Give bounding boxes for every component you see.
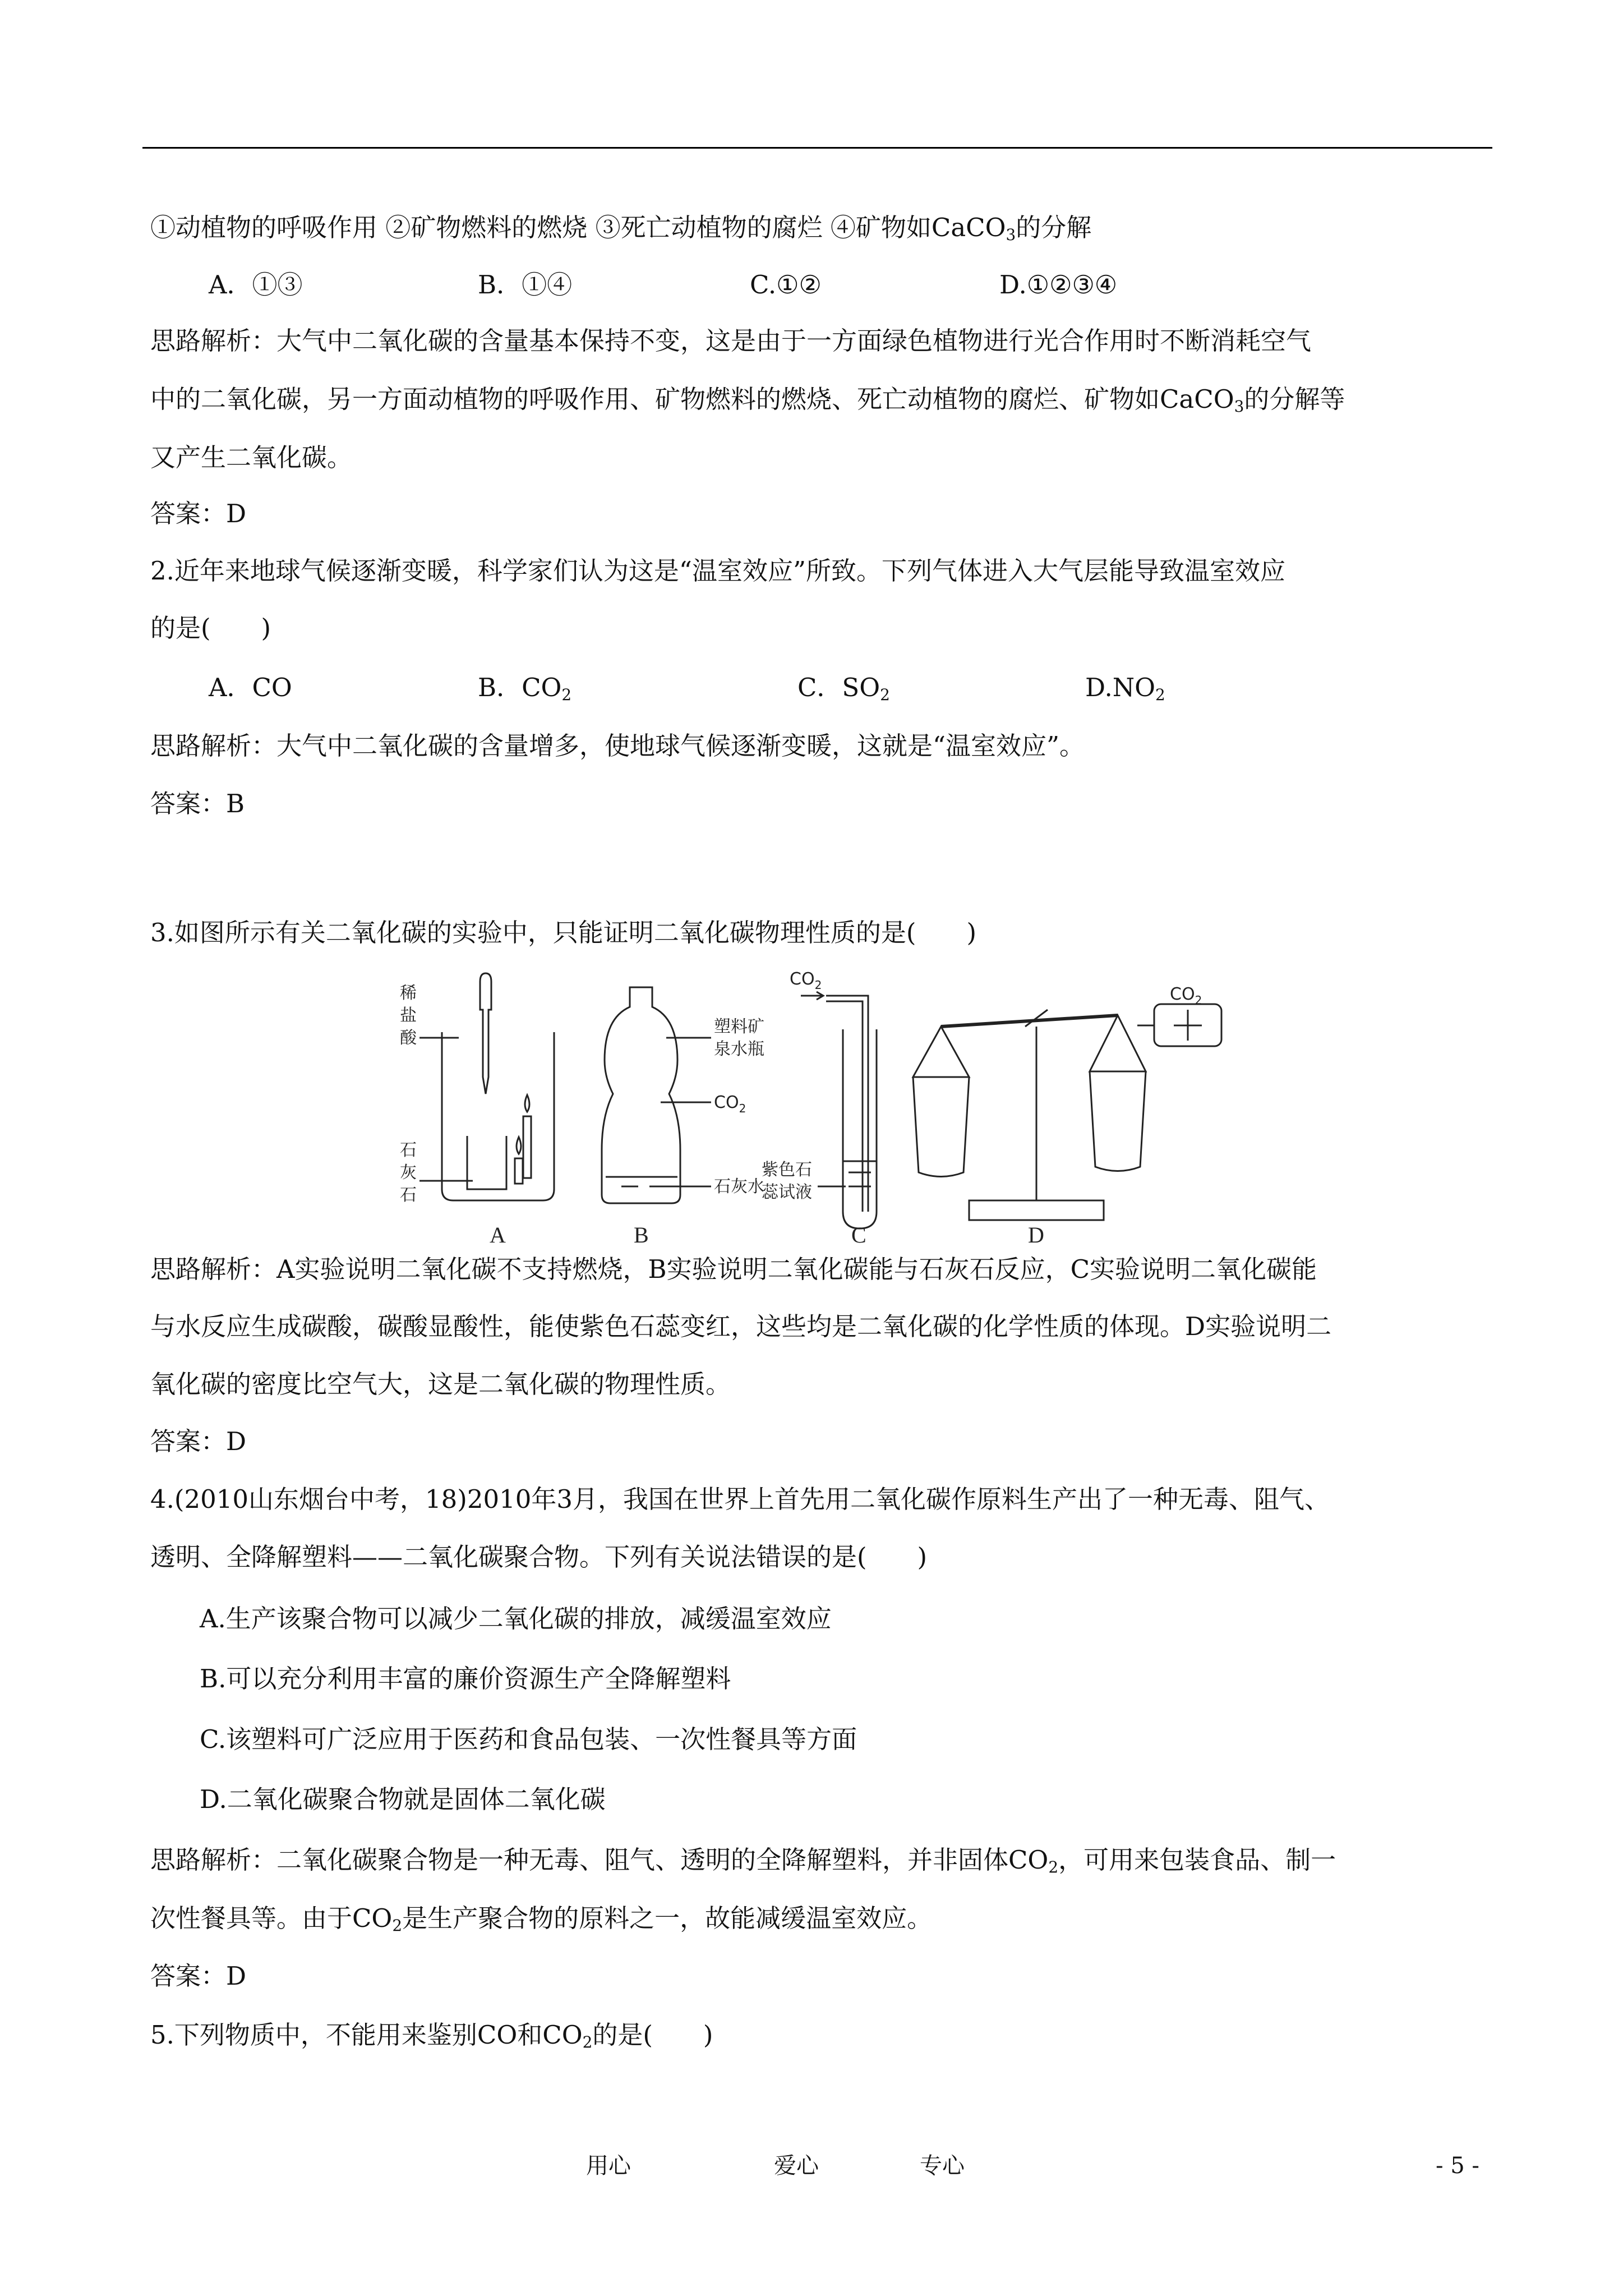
q3-answer: 答案：D bbox=[150, 1427, 247, 1456]
q4-stem-line-1: 4.(2010山东烟台中考，18)2010年3月，我国在世界上首先用二氧化碳作原料生产出了一种无毒、阻气、 bbox=[150, 1484, 1330, 1514]
q3-analysis-line-3: 氧化碳的密度比空气大，这是二氧化碳的物理性质。 bbox=[150, 1369, 731, 1399]
test-tube-c bbox=[843, 1029, 877, 1228]
label-limewater: 石灰水 bbox=[714, 1177, 764, 1197]
label-acid-1: 稀 bbox=[400, 983, 417, 1003]
q1-items: ①动植物的呼吸作用 ②矿物燃料的燃烧 ③死亡动植物的腐烂 ④矿物如CaCO$_3$的分解 bbox=[150, 213, 1092, 244]
stand-base-d bbox=[969, 1200, 1104, 1220]
q2-stem-line-2: 的是( ) bbox=[150, 613, 271, 643]
q4-answer: 答案：D bbox=[150, 1961, 247, 1991]
caption-b: B bbox=[634, 1222, 649, 1245]
label-stone-2: 灰 bbox=[400, 1163, 417, 1182]
q2-stem-line-1: 2.近年来地球气候逐渐变暖，科学家们认为这是“温室效应”所致。下列气体进入大气层能导致温室效应 bbox=[150, 556, 1285, 586]
label-acid-2: 盐 bbox=[400, 1006, 417, 1025]
flame-short-a bbox=[517, 1137, 521, 1154]
q4-analysis-line-2: 次性餐具等。由于$CO_2$是生产聚合物的原料之一，故能减缓温室效应。 bbox=[150, 1903, 933, 1935]
q4-analysis-line-1: 思路解析：二氧化碳聚合物是一种无毒、阻气、透明的全降解塑料，并非固体$CO_2$，可用来包装食品、制一 bbox=[150, 1845, 1336, 1876]
q3-figure bbox=[375, 965, 1261, 1245]
q1-answer: 答案：D bbox=[150, 499, 247, 528]
label-co2-c: $CO_2$ bbox=[790, 969, 822, 992]
q1-analysis-line-2: 中的二氧化碳，另一方面动植物的呼吸作用、矿物燃料的燃烧、死亡动植物的腐烂、矿物如CaCO$_3$的分解等 bbox=[150, 384, 1345, 416]
candle-tall-a bbox=[523, 1116, 531, 1178]
q2-option-b: B．$CO_2$ bbox=[478, 673, 572, 704]
dropper-a bbox=[480, 973, 491, 1094]
q4-option-d: D.二氧化碳聚合物就是固体二氧化碳 bbox=[200, 1784, 606, 1814]
footer-motto-1: 用心 bbox=[586, 2153, 631, 2179]
flame-tall-a bbox=[525, 1095, 529, 1112]
q2-analysis: 思路解析：大气中二氧化碳的含量增多，使地球气候逐渐变暖，这就是“温室效应”。 bbox=[150, 731, 1085, 761]
q1-analysis-line-1: 思路解析：大气中二氧化碳的含量基本保持不变，这是由于一方面绿色植物进行光合作用时不断消耗空气 bbox=[150, 326, 1312, 356]
q4-option-b: B.可以充分利用丰富的廉价资源生产全降解塑料 bbox=[200, 1664, 731, 1694]
arrow-c bbox=[801, 992, 823, 1000]
label-litmus-2: 蕊试液 bbox=[762, 1182, 812, 1202]
caption-d: D bbox=[1028, 1222, 1044, 1245]
q3-analysis-line-1: 思路解析：A实验说明二氧化碳不支持燃烧，B实验说明二氧化碳能与石灰石反应，C实验说明二氧化碳能 bbox=[150, 1254, 1317, 1284]
footer-motto-2: 爱心 bbox=[774, 2153, 819, 2179]
small-beaker-a bbox=[467, 1136, 506, 1189]
q1-option-d: D.①②③④ bbox=[999, 270, 1118, 300]
bottle-b bbox=[602, 987, 680, 1203]
bag-right-d bbox=[1090, 1015, 1146, 1071]
q2-option-c: C．$SO_2$ bbox=[797, 673, 890, 704]
q5-stem: 5.下列物质中，不能用来鉴别CO和$CO_2$的是( ) bbox=[150, 2020, 713, 2051]
q3-stem: 3.如图所示有关二氧化碳的实验中，只能证明二氧化碳物理性质的是( ) bbox=[150, 918, 977, 947]
footer-motto-3: 专心 bbox=[920, 2153, 965, 2179]
label-stone-1: 石 bbox=[400, 1140, 417, 1160]
q4-option-c: C.该塑料可广泛应用于医药和食品包装、一次性餐具等方面 bbox=[200, 1724, 857, 1754]
caption-c: C bbox=[851, 1222, 866, 1245]
label-co2-d: $CO_2$ bbox=[1170, 984, 1202, 1007]
label-bottle-2: 泉水瓶 bbox=[714, 1039, 764, 1059]
label-acid-3: 酸 bbox=[400, 1028, 417, 1048]
label-stone-3: 石 bbox=[400, 1185, 417, 1205]
caption-a: A bbox=[490, 1222, 506, 1245]
q3-analysis-line-2: 与水反应生成碳酸，碳酸显酸性，能使紫色石蕊变红，这些均是二氧化碳的化学性质的体现。D实验说明二 bbox=[150, 1312, 1332, 1341]
q4-stem-line-2: 透明、全降解塑料——二氧化碳聚合物。下列有关说法错误的是( ) bbox=[150, 1542, 928, 1572]
beaker-a bbox=[442, 1032, 554, 1200]
q1-analysis-line-3: 又产生二氧化碳。 bbox=[150, 443, 353, 472]
label-co2-b: $CO_2$ bbox=[714, 1093, 746, 1115]
page-number: - 5 - bbox=[1436, 2153, 1479, 2179]
q2-answer: 答案：B bbox=[150, 789, 245, 818]
bag-left-d bbox=[913, 1027, 969, 1077]
q1-option-b: B．①④ bbox=[478, 270, 573, 300]
q2-option-d: $D.NO_2$ bbox=[1085, 673, 1165, 704]
candle-short-a bbox=[515, 1158, 523, 1184]
header-rule bbox=[142, 147, 1492, 149]
label-bottle-1: 塑料矿 bbox=[714, 1017, 764, 1037]
q1-option-c: C.①② bbox=[750, 270, 822, 300]
q2-option-a: A．CO bbox=[209, 673, 292, 702]
beam-d bbox=[941, 1015, 1118, 1027]
q1-option-a: A．①③ bbox=[209, 270, 303, 300]
label-litmus-1: 紫色石 bbox=[762, 1160, 812, 1180]
q4-option-a: A.生产该聚合物可以减少二氧化碳的排放，减缓温室效应 bbox=[200, 1604, 832, 1634]
